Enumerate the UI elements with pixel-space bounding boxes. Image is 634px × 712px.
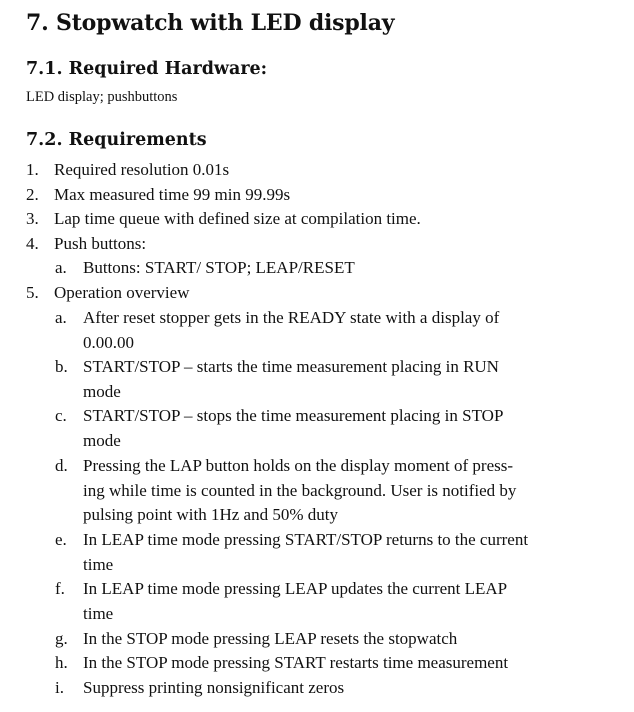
list-item-number: 2. <box>26 185 39 204</box>
hardware-text: LED display; pushbuttons <box>26 89 178 105</box>
sub-item-letter: g. <box>55 629 68 648</box>
list-item-text: Max measured time 99 min 99.99s <box>54 185 291 204</box>
sub-item-letter: h. <box>55 653 68 672</box>
hardware-heading: 7.1. Required Hardware: <box>26 59 268 79</box>
sub-item-text <box>83 454 613 528</box>
sub-item-letter: b. <box>55 357 68 376</box>
list-item-number: 1. <box>26 160 39 179</box>
sub-item-line: ing while time is counted in the background. User is notified by <box>83 480 517 500</box>
sub-item-line: START/STOP – starts the time measurement placing in RUN <box>83 357 499 376</box>
list-item-number: 4. <box>26 234 39 253</box>
sub-item-line: In the STOP mode pressing START restarts time measurement <box>83 653 509 672</box>
sub-item-text <box>83 256 613 281</box>
sub-item-letter: i. <box>55 678 64 697</box>
sub-item-letter: c. <box>55 406 67 425</box>
sub-item-line: Suppress printing nonsignificant zeros <box>83 678 345 697</box>
sub-item-line: In the STOP mode pressing LEAP resets the stopwatch <box>83 629 458 648</box>
sub-item-text <box>83 306 613 355</box>
sub-item-line: In LEAP time mode pressing LEAP updates the current LEAP <box>83 579 508 598</box>
sub-item-line: Pressing the LAP button holds on the display moment of press- <box>83 456 514 475</box>
sub-item-line: mode <box>83 430 121 450</box>
sub-item-line: After reset stopper gets in the READY state with a display of <box>83 308 500 327</box>
sub-item-line: mode <box>83 381 121 401</box>
sub-item-line: START/STOP – stops the time measurement placing in STOP <box>83 406 504 425</box>
list-item-text: Lap time queue with defined size at compilation time. <box>54 209 421 228</box>
list-item-text: Push buttons: <box>54 234 147 253</box>
sub-item-text <box>83 577 613 626</box>
sub-item-line: time <box>83 603 114 623</box>
sub-item-text <box>83 676 613 701</box>
sub-item-letter: d. <box>55 456 68 475</box>
requirements-heading: 7.2. Requirements <box>26 130 207 150</box>
sub-item-text <box>83 651 613 676</box>
sub-item-line: time <box>83 554 114 574</box>
sub-item-text <box>83 627 613 652</box>
sub-item-line: In LEAP time mode pressing START/STOP returns to the current <box>83 530 529 549</box>
sub-item-text <box>83 355 613 404</box>
sub-item-line: pulsing point with 1Hz and 50% duty <box>83 505 338 525</box>
sub-item-text <box>83 528 613 577</box>
sub-item-letter: e. <box>55 530 67 549</box>
sub-item-line: Buttons: START/ STOP; LEAP/RESET <box>83 258 355 277</box>
list-item-number: 3. <box>26 209 39 228</box>
sub-item-text <box>83 404 613 453</box>
sub-item-letter: f. <box>55 579 65 598</box>
sub-item-letter: a. <box>55 258 67 277</box>
list-item-text: Required resolution 0.01s <box>54 160 230 179</box>
sub-item-letter: a. <box>55 308 67 327</box>
section-title: 7. Stopwatch with LED display <box>26 10 395 36</box>
sub-item-line: 0.00.00 <box>83 332 134 352</box>
list-item-text: Operation overview <box>54 283 190 302</box>
list-item-number: 5. <box>26 283 39 302</box>
